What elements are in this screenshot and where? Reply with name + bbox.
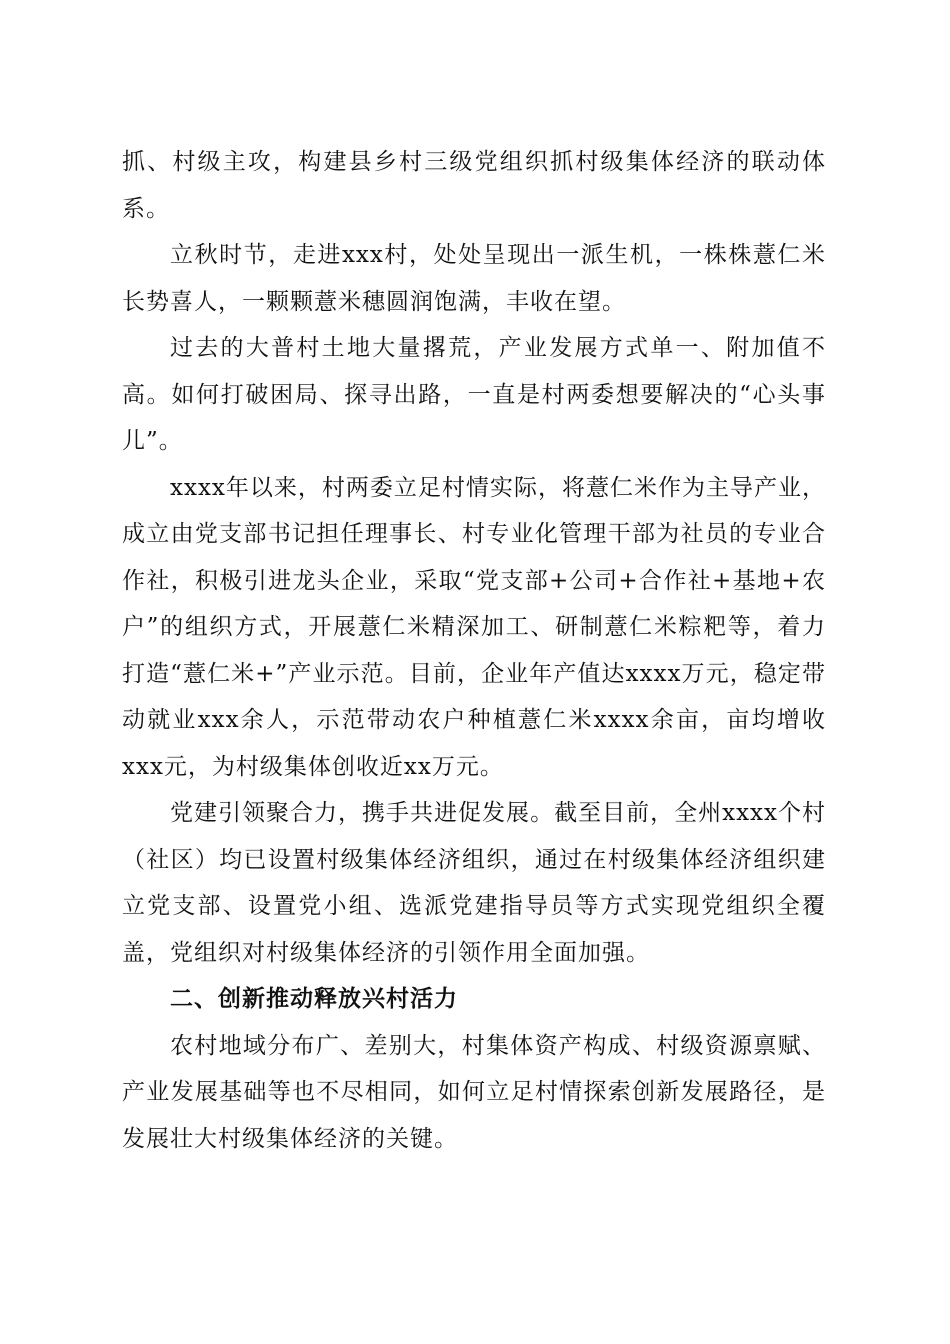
paragraph-industry-development: xxxx年以来，村两委立足村情实际，将薏仁米作为主导产业，成立由党支部书记担任理事长、村专业化管理干部为社员的专业合作社，积极引进龙头企业，采取“党支部+公司+合作社+基地+农户”的组织方式，开展薏仁米精深加工、研制薏仁米粽粑等，着力打造“薏仁米+”产业示范。目前，企业年产值达xxxx万元，稳定带动就业xxx余人，示范带动农户种植薏仁米xxxx余亩，亩均增收xxx元，为村级集体创收近xx万元。 [122,474,826,780]
paragraph-party-leadership: 党建引领聚合力，携手共进促发展。截至目前，全州xxxx个村（社区）均已设置村级集体经济组织，通过在村级集体经济组织建立党支部、设置党小组、选派党建指导员等方式实现党组织全覆盖，党组织对村级集体经济的引领作用全面加强。 [122,800,826,966]
paragraph-past-situation: 过去的大普村土地大量撂荒，产业发展方式单一、附加值不高。如何打破困局、探寻出路，一直是村两委想要解决的“心头事儿”。 [122,335,826,454]
document-body [122,139,826,1162]
paragraph-autumn-visit: 立秋时节，走进xxx村，处处呈现出一派生机，一株株薏仁米长势喜人，一颗颗薏米穗圆润饱满，丰收在望。 [122,242,826,315]
paragraph-continued: 抓、村级主攻，构建县乡村三级党组织抓村级集体经济的联动体系。 [122,149,826,222]
paragraph-innovation: 农村地域分布广、差别大，村集体资产构成、村级资源禀赋、产业发展基础等也不尽相同，如何立足村情探索创新发展路径，是发展壮大村级集体经济的关键。 [122,1032,826,1152]
section-heading: 二、创新推动释放兴村活力 [170,986,458,1012]
